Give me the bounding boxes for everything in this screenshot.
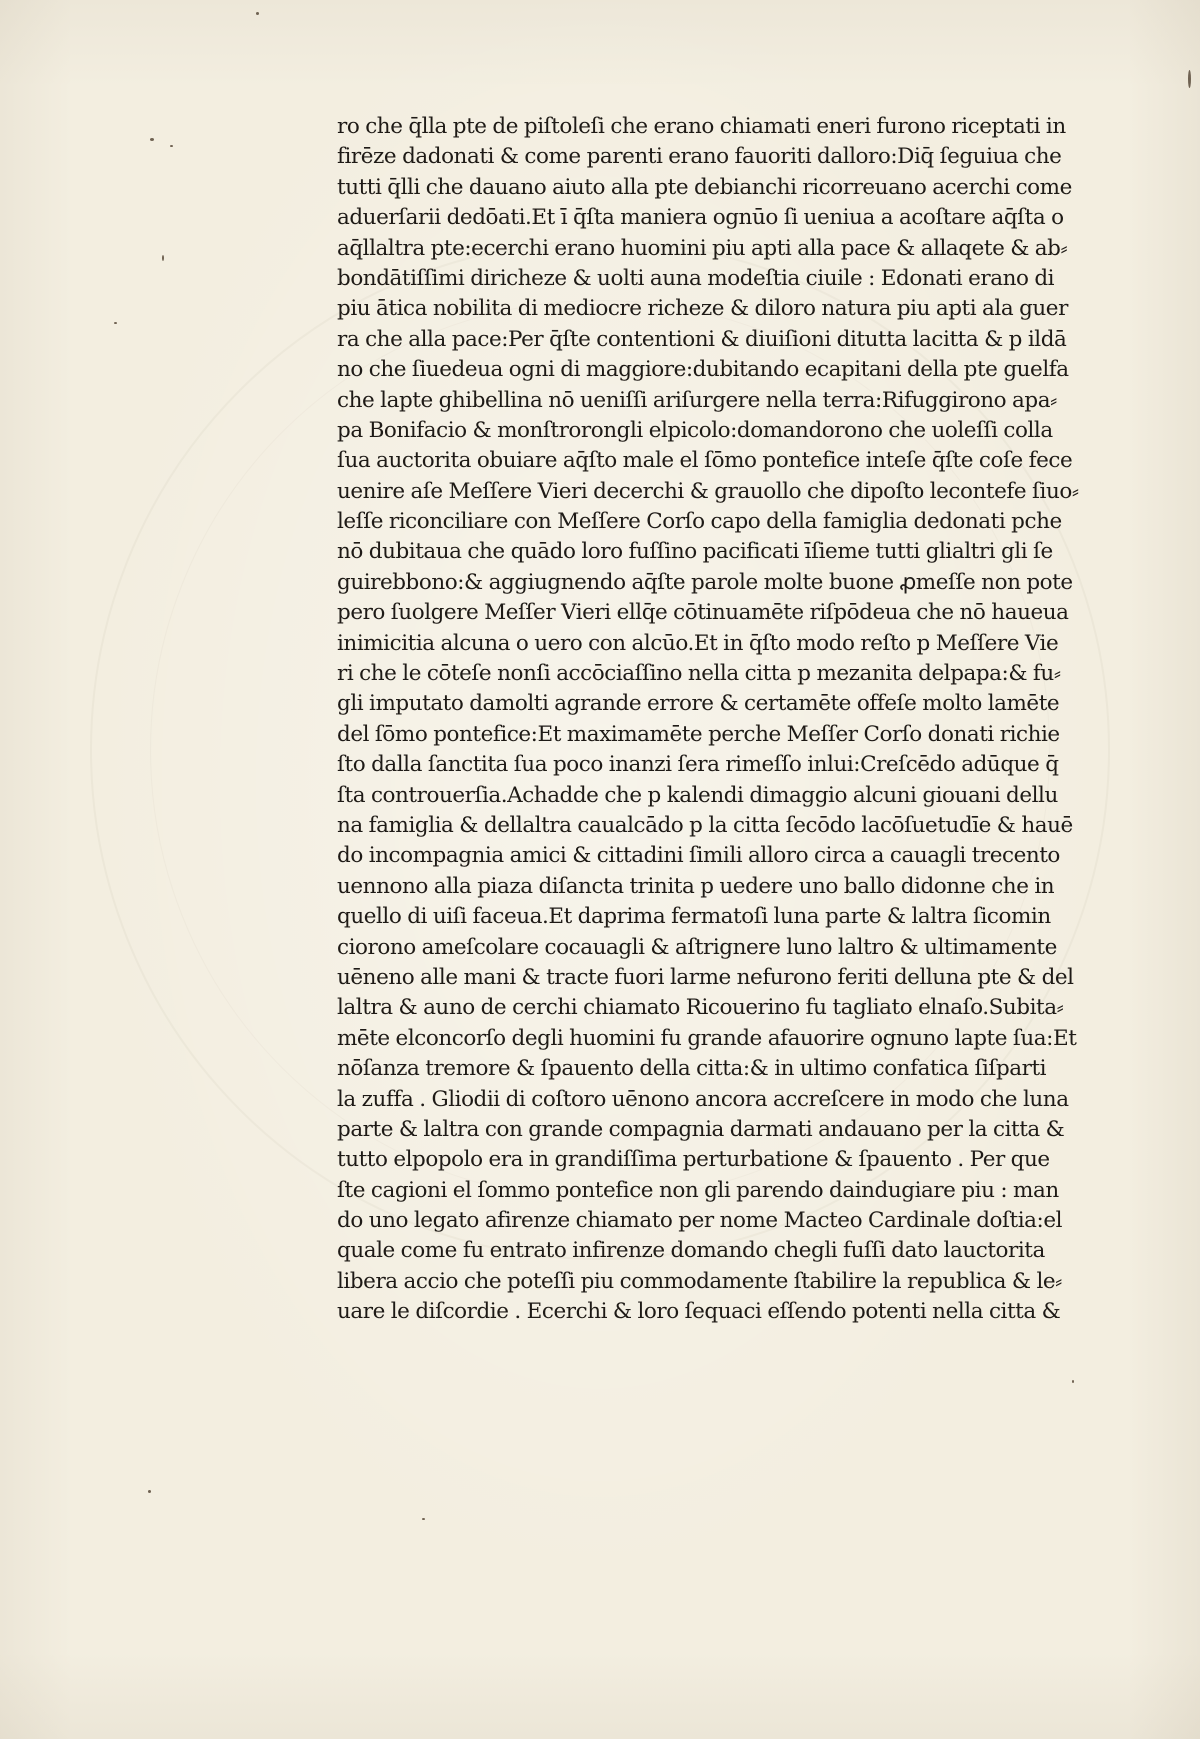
text-line: laltra & auno de cerchi chiamato Ricouerino fu tagliato elnaſo.Subita⸗ (337, 995, 1064, 1021)
text-line: guirebbono:& aggiugnendo aq̄ſte parole molte buone ꝓmeſſe non pote (337, 569, 1073, 595)
text-line: do uno legato afirenze chiamato per nome Macteo Cardinale doſtia:el (337, 1208, 1063, 1234)
text-line: mēte elconcorſo degli huomini fu grande afauorire ognuno lapte ſua:Et (337, 1025, 1077, 1051)
ink-speck (1072, 1380, 1074, 1383)
text-line: uenire aſe Meſſere Vieri decerchi & grauollo che dipoſto lecontefe ſiuo⸗ (337, 478, 1079, 504)
text-line: ſto dalla ſanctita ſua poco inanzi ſera rimeſſo inlui:Creſcēdo adūque q̄ (337, 752, 1059, 778)
ink-speck (150, 138, 154, 141)
text-line: ro che q̄lla pte de piſtoleſi che erano chiamati eneri furono riceptati in (337, 114, 1066, 139)
text-line: aq̄llaltra pte:ecerchi erano huomini piu apti alla pace & allaqete & ab⸗ (337, 235, 1068, 261)
text-line: uennono alla piaza diſancta trinita p uedere uno ballo didonne che in (337, 873, 1055, 899)
text-line: inimicitia alcuna o uero con alcūo.Et in q̄ſto modo reſto p Meſſere Vie (337, 630, 1059, 656)
text-line: che lapte ghibellina nō ueniſſi ariſurgere nella terra:Rifuggirono apa⸗ (337, 387, 1057, 413)
text-line: quello di uiſi faceua.Et daprima fermatoſi luna parte & laltra ſicomin (337, 904, 1051, 930)
text-line: del ſōmo pontefice:Et maximamēte perche Meſſer Corſo donati richie (337, 721, 1060, 747)
text-line: ſte cagioni el ſommo pontefice non gli parendo daindugiare piu : man (337, 1177, 1059, 1203)
text-line: ſua auctorita obuiare aq̄ſto male el ſōmo pontefice inteſe q̄ſte coſe fece (337, 448, 1073, 474)
text-line: ri che le cōteſe nonſi accōciaſſino nella citta p mezanita delpapa:& fu⸗ (337, 661, 1061, 687)
ink-speck (148, 1490, 151, 1493)
text-line: nō dubitaua che quādo loro fuſſino pacificati īſieme tutti glialtri gli ſe (337, 539, 1053, 565)
text-line: aduerſarii dedōati.Et ī q̄ſta maniera ognūo ſi ueniua a acoſtare aq̄ſta o (337, 205, 1064, 231)
text-line: tutto elpopolo era in grandiſſima perturbatione & ſpauento . Per que (337, 1147, 1050, 1173)
ink-speck (1188, 70, 1191, 88)
ink-speck (422, 1518, 425, 1520)
ink-speck (170, 145, 173, 147)
text-line: pero ſuolgere Meſſer Vieri ellq̄e cōtinuamēte riſpōdeua che nō haueua (337, 600, 1069, 626)
text-line: piu ātica nobilita di mediocre richeze & diloro natura piu apti ala guer (337, 296, 1068, 322)
ink-speck (114, 322, 117, 324)
text-line: uare le diſcordie . Ecerchi & loro ſequaci eſſendo potenti nella citta & (337, 1299, 1061, 1325)
text-line: ra che alla pace:Per q̄ſte contentioni & diuiſioni ditutta lacitta & p ildā (337, 326, 1067, 352)
ink-speck (256, 12, 259, 15)
text-line: ſta controuerſia.Achadde che p kalendi dimaggio alcuni giouani dellu (337, 782, 1058, 808)
text-line: parte & laltra con grande compagnia darmati andauano per la citta & (337, 1116, 1065, 1142)
text-line: uēneno alle mani & tracte fuori larme nefurono feriti delluna pte & del (337, 964, 1074, 990)
text-line: pa Bonifacio & monſtrorongli elpicolo:domandorono che uoleſſi colla (337, 417, 1053, 443)
text-line: nōſanza tremore & ſpauento della citta:& in ultimo confatica ſiſparti (337, 1056, 1047, 1082)
text-line: tutti q̄lli che dauano aiuto alla pte debianchi ricorreuano acerchi come (337, 174, 1072, 200)
text-line: no che ſiuedeua ogni di maggiore:dubitando ecapitani della pte guelfa (337, 357, 1069, 383)
text-line: na famiglia & dellaltra caualcādo p la citta ſecōdo lacōſuetudīe & hauē (337, 812, 1073, 838)
text-line: ciorono ameſcolare cocauagli & aſtrignere luno laltro & ultimamente (337, 934, 1057, 960)
text-line: gli imputato damolti agrande errore & certamēte offeſe molto lamēte (337, 691, 1060, 717)
text-line: leſſe riconciliare con Meſſere Corſo capo della famiglia dedonati pche (337, 509, 1062, 535)
text-line: bondātiſſimi diricheze & uolti auna modeſtia ciuile : Edonati erano di (337, 265, 1055, 291)
ink-speck (162, 255, 164, 261)
text-line: libera accio che poteſſi piu commodamente ſtabilire la republica & le⸗ (337, 1268, 1062, 1294)
body-text (337, 112, 1107, 1328)
text-line: la zuffa . Gliodii di coſtoro uēnono ancora accreſcere in modo che luna (337, 1086, 1069, 1112)
text-line: firēze dadonati & come parenti erano fauoriti dalloro:Diq̄ ſeguiua che (337, 144, 1062, 170)
text-line: quale come fu entrato infirenze domando chegli fuſſi dato lauctorita (337, 1238, 1045, 1264)
text-line: do incompagnia amici & cittadini ſimili alloro circa a cauagli trecento (337, 843, 1060, 869)
